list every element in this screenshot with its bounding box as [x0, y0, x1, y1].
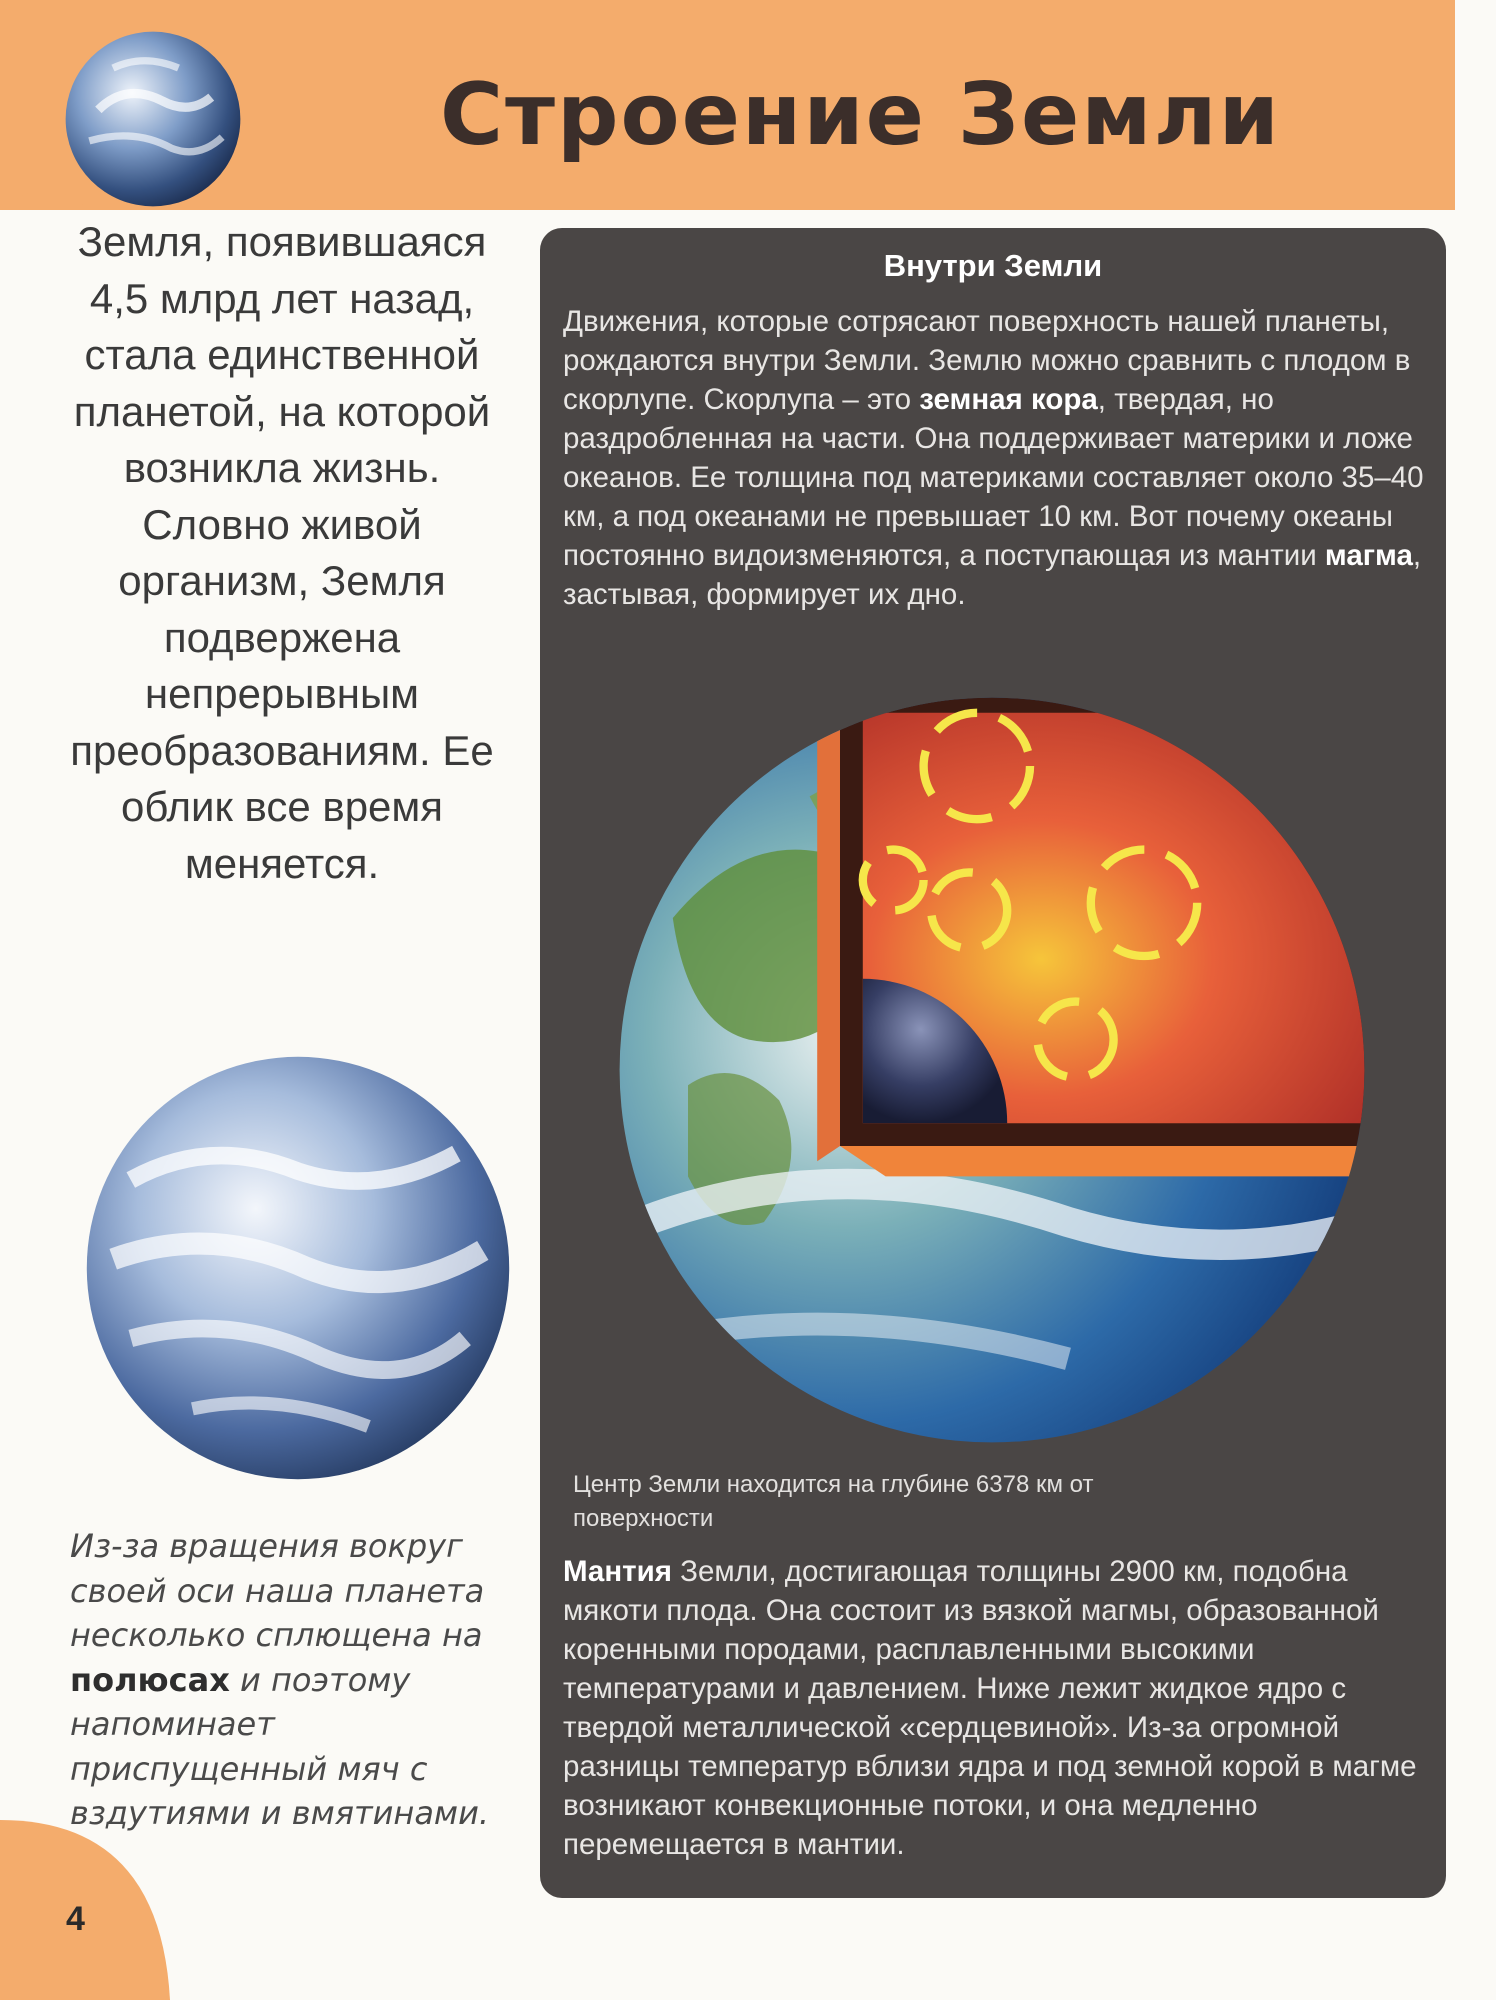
image-caption: Центр Земли находится на глубине 6378 км от поверхности	[573, 1471, 1094, 1532]
magma-term: магма	[1324, 539, 1413, 572]
rotation-caption-part2: и поэтому напоминает приспущенный мяч с вздутиями и вмятинами.	[70, 1660, 490, 1832]
earth-globe-small	[62, 28, 244, 210]
crust-term: земная кора	[919, 383, 1098, 416]
panel-title: Внутри Земли	[883, 248, 1103, 283]
earth-cutaway-illustration	[612, 690, 1372, 1450]
panel-paragraph-mantle	[563, 1552, 1443, 1864]
rotation-caption-bold: полюсах	[70, 1660, 230, 1699]
crust-text-a: Движения, которые сотрясают поверхность нашей планеты, рождаются внутри Земли. Землю можно сравнить с плодом в скорлупе. Скорлупа – это	[563, 305, 1411, 416]
panel-paragraph-crust	[563, 302, 1443, 614]
page-corner-shape	[0, 1820, 180, 2000]
page-margin	[1455, 0, 1496, 2000]
crust-text-c: , твердая, но раздробленная на части. Она поддерживает материки и ложе океанов. Ее толщина под материками составляет около 35–40 км, а под океанами не превышает 10 км. Вот почему океаны постоянно видоизменяются, а поступающая из мантии	[563, 383, 1424, 572]
intro-paragraph: Земля, появившаяся 4,5 млрд лет назад, стала единственной планетой, на которой возникла жизнь. Словно живой организм, Земля подвержена непрерывным преобразованиям. Ее облик все время меняется.	[70, 218, 494, 887]
mantle-term: Мантия	[563, 1555, 672, 1588]
page-number: 4	[66, 1900, 85, 1938]
rotation-caption-part1: Из-за вращения вокруг своей оси наша планета несколько сплющена на	[70, 1527, 485, 1654]
earth-globe-large	[78, 1048, 518, 1488]
rotation-caption	[70, 1524, 500, 1836]
page-title: Строение Земли	[440, 65, 1281, 165]
crust-text-d: , застывая, формирует их дно.	[563, 539, 1422, 611]
mantle-text: Земли, достигающая толщины 2900 км, подобна мякоти плода. Она состоит из вязкой магмы, образованной коренными породами, расплавленными высокими температурами и давлением. Ниже лежит жидкое ядро с твердой металлической «сердцевиной». Из-за огромной разницы температур вблизи ядра и под земной корой в магме возникают конвекционные потоки, и она медленно перемещается в мантии.	[563, 1555, 1417, 1861]
